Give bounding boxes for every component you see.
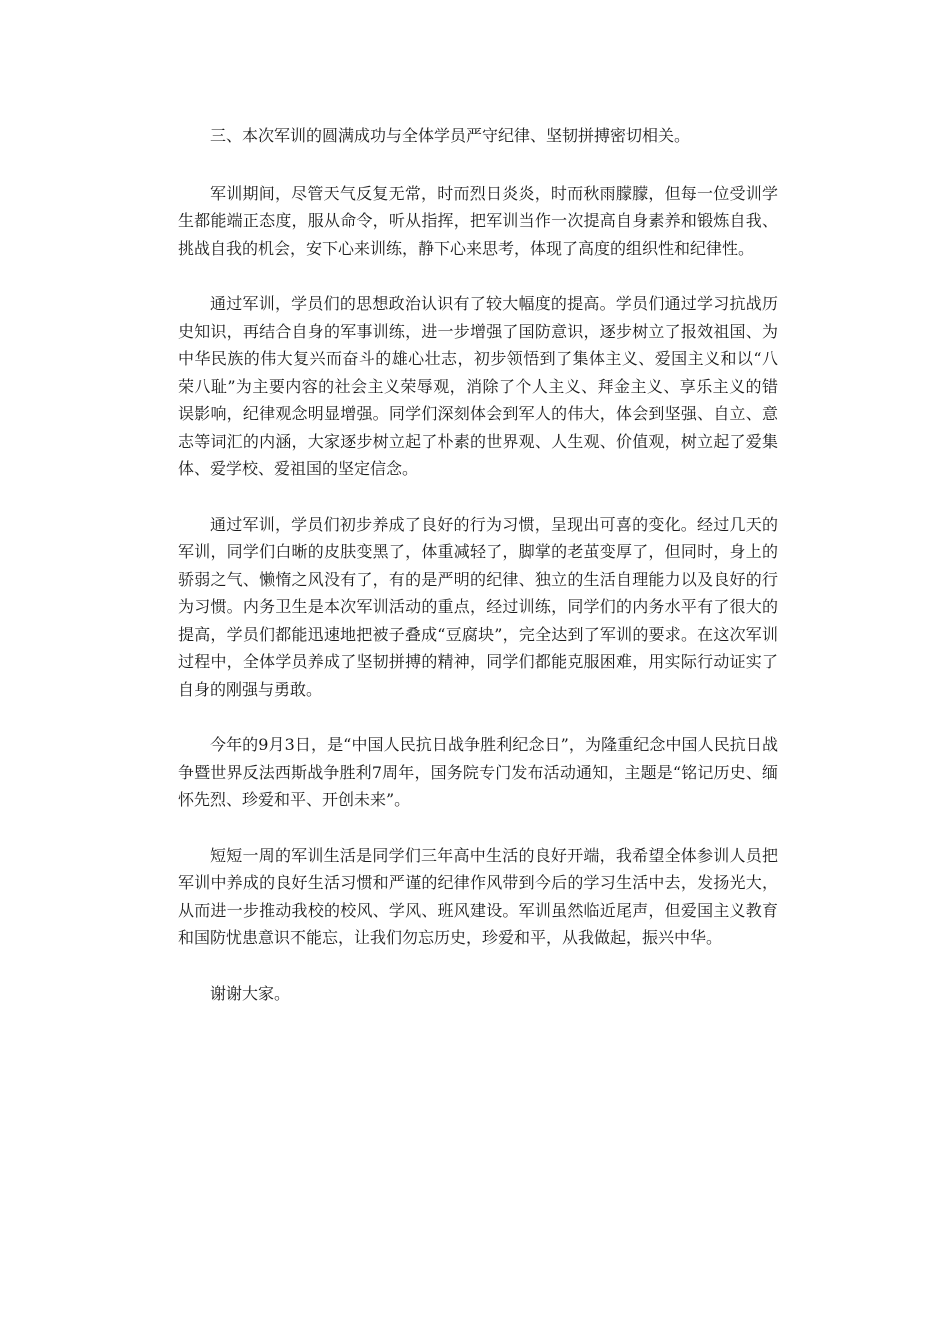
paragraph-victory-day: 今年的9月3日，是“中国人民抗日战争胜利纪念日”，为隆重纪念中国人民抗日战争暨世界反法西斯战争胜利7周年，国务院专门发布活动通知，主题是“铭记历史、缅怀先烈、珍爱和平、开创未来”。	[178, 735, 778, 809]
paragraph-closing-hope: 短短一周的军训生活是同学们三年高中生活的良好开端，我希望全体参训人员把军训中养成的良好生活习惯和严谨的纪律作风带到今后的学习生活中去，发扬光大，从而进一步推动我校的校风、学风、班风建设。军训虽然临近尾声，但爱国主义教育和国防忧患意识不能忘，让我们勿忘历史，珍爱和平，从我做起，振兴中华。	[178, 845, 778, 947]
paragraph-behavior-habits: 通过军训，学员们初步养成了良好的行为习惯，呈现出可喜的变化。经过几天的军训，同学们白晰的皮肤变黑了，体重减轻了，脚掌的老茧变厚了，但同时，身上的骄弱之气、懒惰之风没有了，有的是严明的纪律、独立的生活自理能力以及良好的行为习惯。内务卫生是本次军训活动的重点，经过训练，同学们的内务水平有了很大的提高，学员们都能迅速地把被子叠成“豆腐块”，完全达到了军训的要求。在这次军训过程中，全体学员养成了坚韧拼搏的精神，同学们都能克服困难，用实际行动证实了自身的刚强与勇敢。	[178, 514, 778, 699]
paragraph-training-discipline: 军训期间，尽管天气反复无常，时而烈日炎炎，时而秋雨朦朦，但每一位受训学生都能端正态度，服从命令，听从指挥，把军训当作一次提高自身素养和锻炼自我、挑战自我的机会，安下心来训练，静下心来思考，体现了高度的组织性和纪律性。	[178, 183, 778, 258]
paragraph-thanks: 谢谢大家。	[210, 983, 291, 1003]
paragraph-political-awareness: 通过军训，学员们的思想政治认识有了较大幅度的提高。学员们通过学习抗战历史知识，再结合自身的军事训练，进一步增强了国防意识，逐步树立了报效祖国、为中华民族的伟大复兴而奋斗的雄心壮志，初步领悟到了集体主义、爱国主义和以“八荣八耻”为主要内容的社会主义荣辱观，消除了个人主义、拜金主义、享乐主义的错误影响，纪律观念明显增强。同学们深刻体会到军人的伟大，体会到坚强、自立、意志等词汇的内涵，大家逐步树立起了朴素的世界观、人生观、价值观，树立起了爱集体、爱学校、爱祖国的坚定信念。	[178, 294, 778, 478]
document-body	[178, 122, 778, 1035]
paragraph-section-heading: 三、本次军训的圆满成功与全体学员严守纪律、坚韧拼搏密切相关。	[210, 126, 691, 145]
